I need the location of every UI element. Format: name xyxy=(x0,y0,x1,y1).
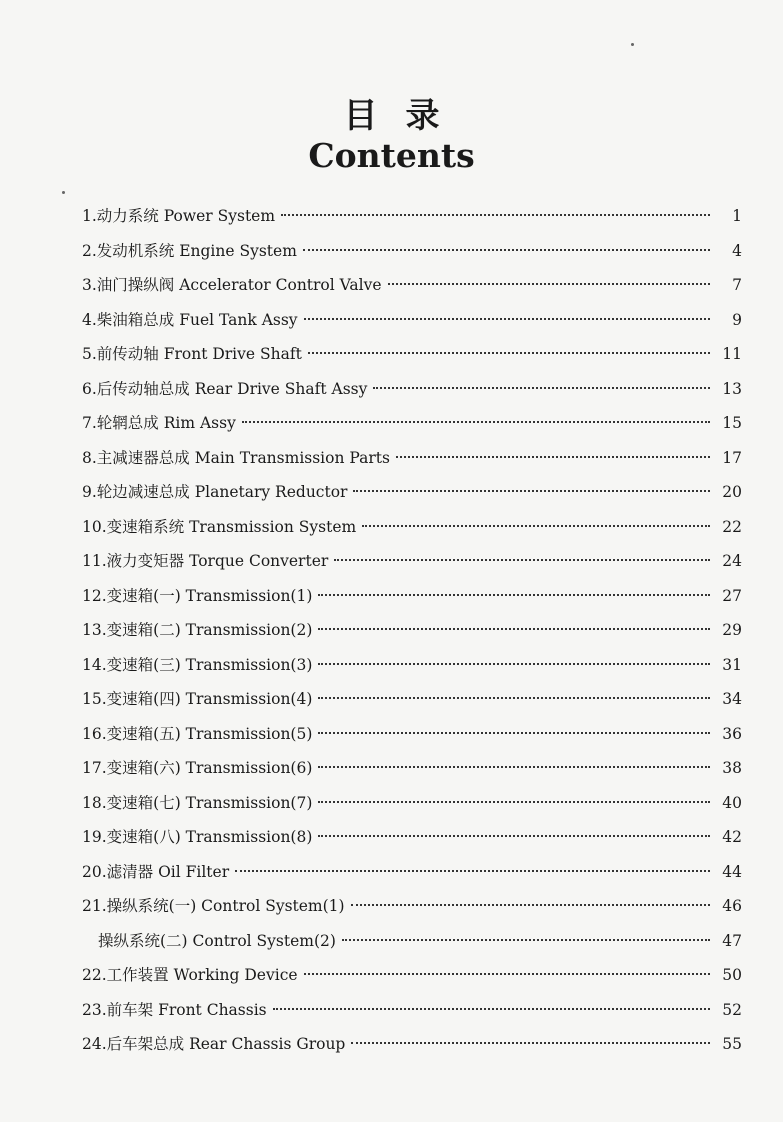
toc-entry[interactable] xyxy=(82,963,742,998)
toc-entry-title: 19.变速箱(八) Transmission(8) xyxy=(82,828,313,846)
toc-entry[interactable] xyxy=(82,722,742,757)
toc-entry-page-number: 15 xyxy=(722,414,742,432)
toc-entry[interactable] xyxy=(82,825,742,860)
contents-title-english: Contents xyxy=(308,136,475,175)
dot-leader xyxy=(318,696,710,699)
toc-entry-title: 17.变速箱(六) Transmission(6) xyxy=(82,759,313,777)
dot-leader xyxy=(388,282,710,285)
toc-entry-page-number: 52 xyxy=(722,1000,742,1019)
toc-entry-page-number: 1 xyxy=(732,207,742,225)
toc-entry[interactable] xyxy=(82,204,742,239)
toc-entry-page-number: 44 xyxy=(722,862,742,881)
dot-leader xyxy=(303,248,710,251)
toc-entry-page-number: 38 xyxy=(722,759,742,777)
toc-entry-title: 11.液力变矩器 Torque Converter xyxy=(82,552,329,570)
toc-entry-title: 6.后传动轴总成 Rear Drive Shaft Assy xyxy=(82,379,368,398)
toc-entry-title: 22.工作装置 Working Device xyxy=(82,966,298,984)
toc-entry-title: 操纵系统(二) Control System(2) xyxy=(98,931,336,950)
toc-entry-page-number: 40 xyxy=(722,793,742,812)
dot-leader xyxy=(362,524,710,527)
toc-entry[interactable] xyxy=(82,791,742,826)
dot-leader xyxy=(273,1007,710,1010)
toc-entry[interactable] xyxy=(82,756,742,791)
dot-leader xyxy=(342,938,710,941)
toc-entry[interactable] xyxy=(82,549,742,584)
toc-entry-page-number: 17 xyxy=(722,448,742,467)
dot-leader xyxy=(281,213,710,216)
dot-leader xyxy=(318,834,710,837)
toc-entry-page-number: 29 xyxy=(722,621,742,639)
toc-entry-title: 16.变速箱(五) Transmission(5) xyxy=(82,724,313,743)
toc-entry[interactable] xyxy=(82,584,742,619)
toc-entry[interactable] xyxy=(82,860,742,895)
toc-entry-title: 14.变速箱(三) Transmission(3) xyxy=(82,655,313,674)
toc-entry-page-number: 4 xyxy=(732,241,742,260)
toc-entry-page-number: 7 xyxy=(732,276,742,294)
toc-entry-page-number: 22 xyxy=(722,517,742,536)
toc-entry-title: 13.变速箱(二) Transmission(2) xyxy=(82,621,313,639)
dot-leader xyxy=(318,627,710,630)
dot-leader xyxy=(308,351,710,354)
toc-entry-page-number: 47 xyxy=(722,931,742,950)
dot-leader xyxy=(318,800,710,803)
toc-entry-page-number: 9 xyxy=(732,310,742,329)
dot-leader xyxy=(304,317,710,320)
toc-entry[interactable] xyxy=(82,411,742,446)
dot-leader xyxy=(318,765,710,768)
scan-speck xyxy=(631,43,634,46)
toc-entry-page-number: 27 xyxy=(722,586,742,605)
toc-entry[interactable] xyxy=(82,308,742,343)
toc-entry[interactable] xyxy=(82,273,742,308)
toc-entry-title: 15.变速箱(四) Transmission(4) xyxy=(82,690,313,708)
toc-entry-title: 12.变速箱(一) Transmission(1) xyxy=(82,586,313,605)
dot-leader xyxy=(318,731,710,734)
toc-entry[interactable] xyxy=(82,998,742,1033)
toc-entry-title: 9.轮边减速总成 Planetary Reductor xyxy=(82,483,348,501)
dot-leader xyxy=(304,972,710,975)
toc-entry-title: 4.柴油箱总成 Fuel Tank Assy xyxy=(82,310,298,329)
toc-entry[interactable] xyxy=(82,480,742,515)
toc-entry[interactable] xyxy=(82,929,742,964)
contents-title-chinese: 目录 xyxy=(343,96,468,136)
toc-entry-page-number: 36 xyxy=(722,724,742,743)
toc-entry-page-number: 20 xyxy=(722,483,742,501)
toc-entry-title: 5.前传动轴 Front Drive Shaft xyxy=(82,345,302,363)
toc-entry-page-number: 46 xyxy=(722,897,742,915)
toc-entry-page-number: 24 xyxy=(722,552,742,570)
dot-leader xyxy=(318,662,710,665)
toc-entry-title: 21.操纵系统(一) Control System(1) xyxy=(82,897,345,915)
toc-entry-page-number: 42 xyxy=(722,828,742,846)
toc-entry-page-number: 13 xyxy=(722,379,742,398)
toc-entry[interactable] xyxy=(82,377,742,412)
toc-entry[interactable] xyxy=(82,1032,742,1067)
toc-entry[interactable] xyxy=(82,687,742,722)
dot-leader xyxy=(351,1041,710,1044)
toc-entry-title: 23.前车架 Front Chassis xyxy=(82,1000,267,1019)
dot-leader xyxy=(235,869,710,872)
toc-entry-title: 8.主减速器总成 Main Transmission Parts xyxy=(82,448,390,467)
toc-entry[interactable] xyxy=(82,515,742,550)
toc-entry-page-number: 31 xyxy=(722,655,742,674)
toc-entry-title: 3.油门操纵阀 Accelerator Control Valve xyxy=(82,276,382,294)
toc-entry[interactable] xyxy=(82,446,742,481)
dot-leader xyxy=(334,558,710,561)
toc-entry[interactable] xyxy=(82,342,742,377)
toc-entry[interactable] xyxy=(82,653,742,688)
toc-entry[interactable] xyxy=(82,894,742,929)
toc-entry[interactable] xyxy=(82,618,742,653)
dot-leader xyxy=(353,489,710,492)
toc-entry-page-number: 55 xyxy=(722,1035,742,1053)
toc-entry-title: 18.变速箱(七) Transmission(7) xyxy=(82,793,313,812)
dot-leader xyxy=(318,593,710,596)
toc-entry-title: 7.轮辋总成 Rim Assy xyxy=(82,414,236,432)
dot-leader xyxy=(242,420,710,423)
toc-entry[interactable] xyxy=(82,239,742,274)
toc-entry-title: 1.动力系统 Power System xyxy=(82,207,276,225)
dot-leader xyxy=(351,903,710,906)
dot-leader xyxy=(373,386,710,389)
toc-entry-title: 2.发动机系统 Engine System xyxy=(82,241,297,260)
toc-entry-title: 20.滤清器 Oil Filter xyxy=(82,862,230,881)
toc-entry-page-number: 50 xyxy=(722,966,742,984)
toc-entry-page-number: 11 xyxy=(722,345,742,363)
toc-entry-page-number: 34 xyxy=(722,690,742,708)
dot-leader xyxy=(396,455,710,458)
toc-entry-title: 10.变速箱系统 Transmission System xyxy=(82,517,357,536)
toc-entry-title: 24.后车架总成 Rear Chassis Group xyxy=(82,1035,346,1053)
scan-speck xyxy=(62,191,65,194)
table-of-contents xyxy=(82,204,742,1067)
